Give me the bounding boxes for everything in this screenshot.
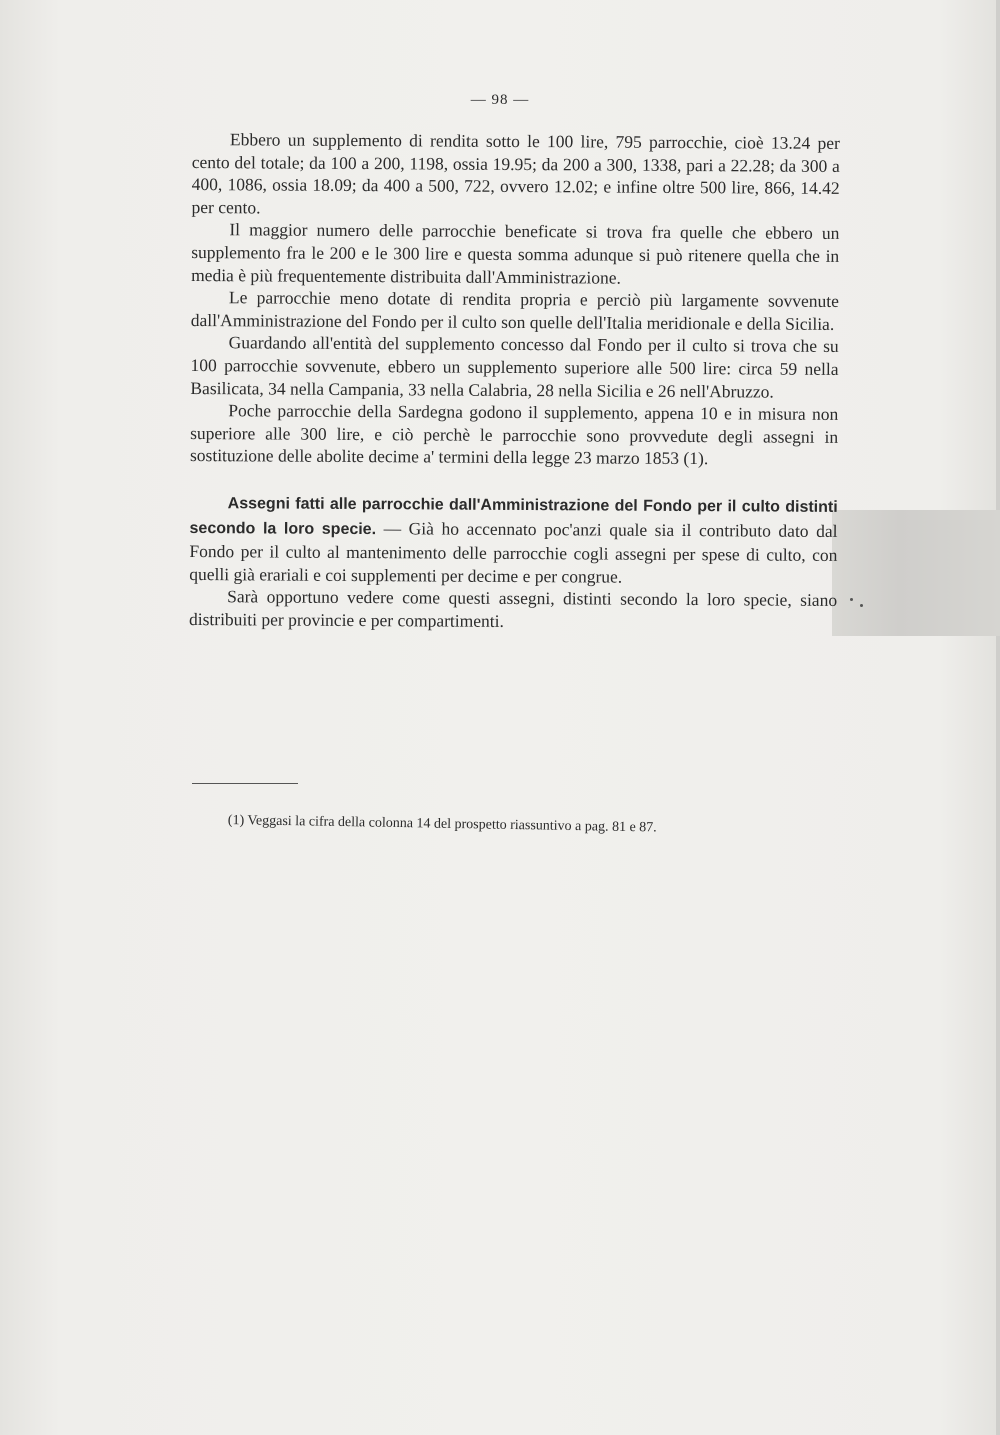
page-number: — 98 —: [470, 92, 530, 108]
footnote-divider: [192, 783, 298, 784]
paragraph: Le parrocchie meno dotate di rendita propria e perciò più largamente sovvenute dall'Amministrazione del Fondo per il culto son quelle dell'Italia meridionale e della Sicilia.: [190, 287, 840, 334]
section-title: Assegni fatti alle parrocchie dall'Amministrazione del Fondo per il culto distinti secondo la loro specie.: [189, 495, 838, 538]
page-edge-shadow: [996, 0, 1000, 1435]
paragraph: Guardando all'entità del supplemento concesso dal Fondo per il culto si trova che su 100 parrocchie sovvenute, ebbero un supplemento superiore alle 500 lire: circa 59 nella Basilicata, 34 nella Campania, 33 nella Calabria, 28 nella Sicilia e 26 nell'Abruzzo.: [190, 332, 839, 402]
tab-dot: [850, 598, 853, 601]
paragraph: Sarà opportuno vedere come questi assegni, distinti secondo la loro specie, siano distribuiti per provincie e per compartimenti.: [188, 586, 838, 631]
tab-dot: [860, 604, 863, 607]
body-text: [189, 128, 840, 634]
section-paragraph: [189, 491, 838, 589]
footnote: (1) Veggasi la cifra della colonna 14 del prospetto riassuntivo a pag. 81 e 87.: [227, 812, 657, 836]
paragraph: Il maggior numero delle parrocchie beneficate si trova fra quelle che ebbero un supplemento fra le 200 e le 300 lire e questa somma adunque si può ritenere quella che in media è più frequentemente distribuita dall'Amministrazione.: [191, 219, 840, 288]
page-tab-marker: [832, 510, 1000, 636]
paragraph: Poche parrocchie della Sardegna godono il supplemento, appena 10 e in misura non superiore alle 300 lire, e ciò perchè le parrocchie sono provvedute degli assegni in sostituzione delle abolite decime a' termini della legge 23 marzo 1853 (1).: [189, 400, 839, 469]
section-text: — Già ho accennato poc'anzi quale sia il contributo dato dal Fondo per il culto al mantenimento delle parrocchie cogli assegni per spese di culto, con quelli già erariali e coi supplementi per decime e per congrue.: [189, 517, 838, 587]
paragraph: Ebbero un supplemento di rendita sotto le 100 lire, 795 parrocchie, cioè 13.24 per cento del totale; da 100 a 200, 1198, ossia 19.95; da 200 a 300, 1338, pari a 22.28; da 300 a 400, 1086, ossia 18.09; da 400 a 500, 722, ovvero 12.02; e infine oltre 500 lire, 866, 14.42 per cento.: [191, 129, 840, 218]
